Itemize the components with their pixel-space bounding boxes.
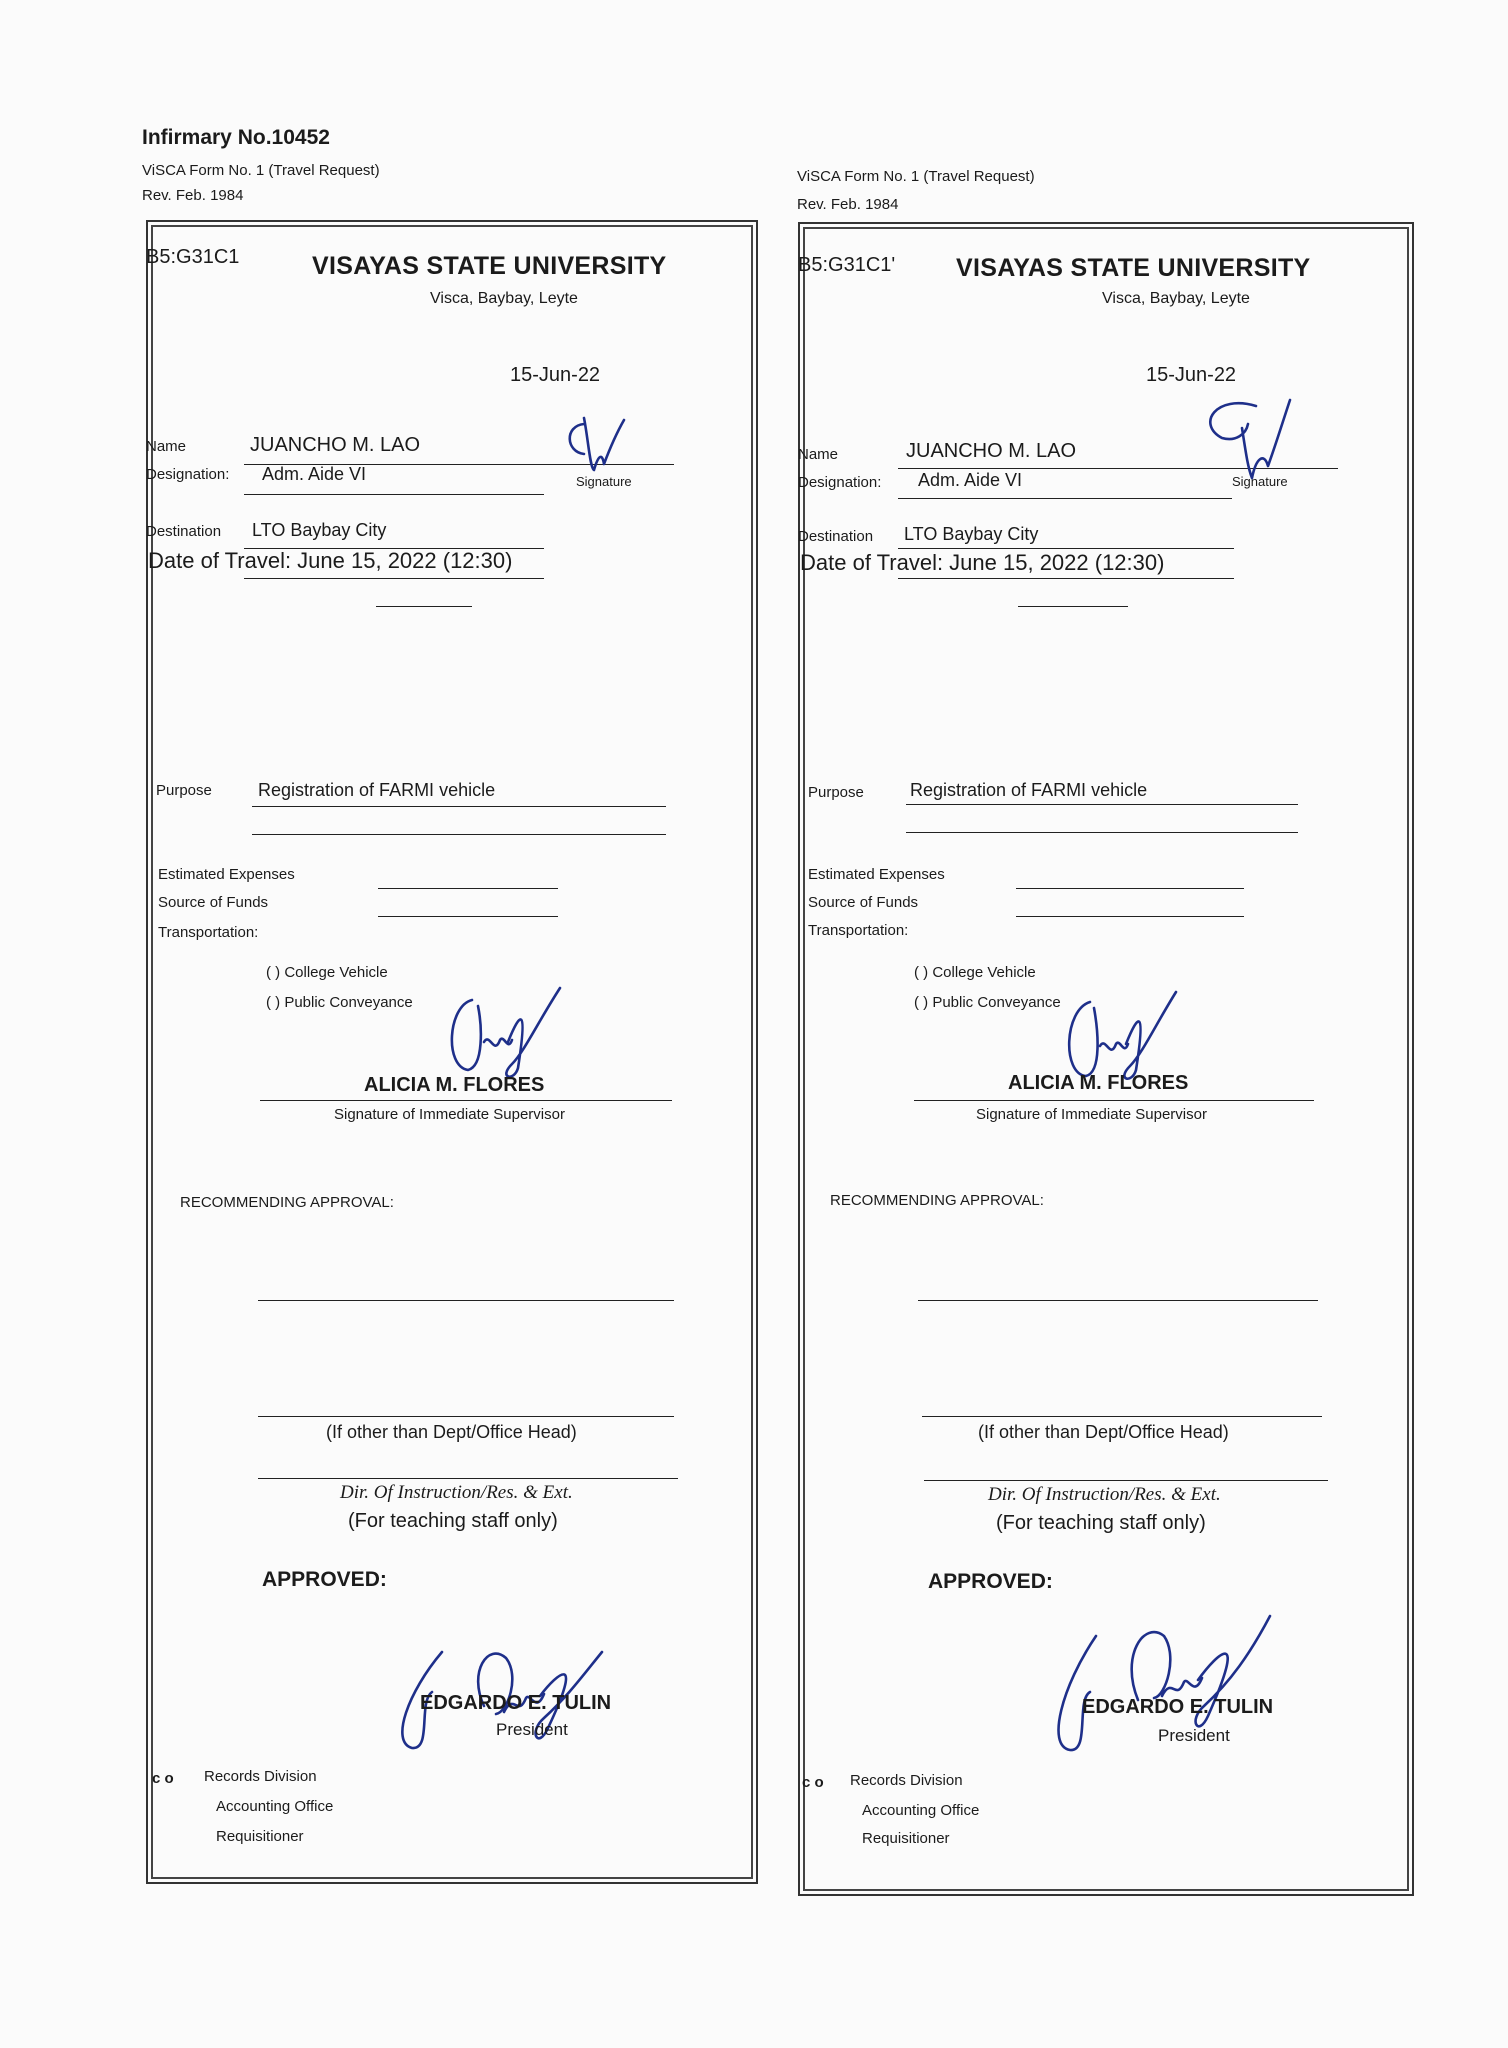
destination-label: Destination xyxy=(146,523,222,540)
other-head-caption: (If other than Dept/Office Head) xyxy=(978,1422,1229,1442)
destination-label: Destination xyxy=(798,528,874,545)
cc-requisitioner: Requisitioner xyxy=(862,1830,950,1847)
cc-label: c o xyxy=(802,1774,824,1791)
public-conveyance-option[interactable]: ( ) Public Conveyance xyxy=(914,994,1061,1011)
requester-signature xyxy=(554,408,644,478)
travel-date: Date of Travel: June 15, 2022 (12:30) xyxy=(800,550,1165,575)
university-name: VISAYAS STATE UNIVERSITY xyxy=(956,254,1311,282)
destination-value: LTO Baybay City xyxy=(252,520,387,540)
university-location: Visca, Baybay, Leyte xyxy=(430,290,578,307)
travel-request-form-original xyxy=(146,220,758,1884)
college-vehicle-option[interactable]: ( ) College Vehicle xyxy=(266,964,388,981)
name-label: Name xyxy=(146,438,187,455)
transportation-label: Transportation: xyxy=(158,924,259,941)
teaching-staff-caption: (For teaching staff only) xyxy=(348,1510,558,1532)
college-vehicle-option[interactable]: ( ) College Vehicle xyxy=(914,964,1036,981)
transportation-label: Transportation: xyxy=(808,922,909,939)
requester-designation: Adm. Aide VI xyxy=(262,464,367,484)
estimated-expenses-label: Estimated Expenses xyxy=(808,866,945,883)
purpose-label: Purpose xyxy=(808,784,864,801)
purpose-value: Registration of FARMI vehicle xyxy=(258,780,496,800)
recommending-approval-label: RECOMMENDING APPROVAL: xyxy=(180,1194,394,1211)
cc-requisitioner: Requisitioner xyxy=(216,1828,304,1845)
form-code: B5:G31C1 xyxy=(146,246,240,268)
requester-designation: Adm. Aide VI xyxy=(918,470,1023,490)
signature-label: Signature xyxy=(576,474,632,489)
recommending-approval-label: RECOMMENDING APPROVAL: xyxy=(830,1192,1044,1209)
infirmary-number: Infirmary No.10452 xyxy=(142,126,330,149)
designation-label: Designation: xyxy=(798,474,882,491)
approved-label: APPROVED: xyxy=(262,1568,387,1591)
form-code: B5:G31C1' xyxy=(798,254,896,276)
teaching-staff-caption: (For teaching staff only) xyxy=(996,1512,1206,1534)
supervisor-name: ALICIA M. FLORES xyxy=(1008,1072,1189,1094)
president-title: President xyxy=(496,1720,568,1739)
requester-name: JUANCHO M. LAO xyxy=(250,434,421,456)
public-conveyance-option[interactable]: ( ) Public Conveyance xyxy=(266,994,413,1011)
travel-date: Date of Travel: June 15, 2022 (12:30) xyxy=(148,548,513,573)
requester-name: JUANCHO M. LAO xyxy=(906,440,1077,462)
name-label: Name xyxy=(798,446,839,463)
destination-value: LTO Baybay City xyxy=(904,524,1039,544)
cc-records-division: Records Division xyxy=(850,1772,963,1789)
source-of-funds-label: Source of Funds xyxy=(158,894,269,911)
purpose-value: Registration of FARMI vehicle xyxy=(910,780,1148,800)
cc-records-division: Records Division xyxy=(204,1768,317,1785)
form-number: ViSCA Form No. 1 (Travel Request) xyxy=(142,162,380,179)
approved-label: APPROVED: xyxy=(928,1570,1053,1593)
request-date: 15-Jun-22 xyxy=(1146,364,1237,386)
supervisor-caption: Signature of Immediate Supervisor xyxy=(334,1106,565,1123)
purpose-label: Purpose xyxy=(156,782,212,799)
request-date: 15-Jun-22 xyxy=(510,364,601,386)
requester-signature xyxy=(1186,384,1296,494)
university-location: Visca, Baybay, Leyte xyxy=(1102,290,1250,307)
cc-label: c o xyxy=(152,1770,174,1787)
signature-label: Signature xyxy=(1232,474,1288,489)
president-title: President xyxy=(1158,1726,1230,1745)
president-name: EDGARDO E. TULIN xyxy=(1082,1696,1274,1718)
travel-request-form-copy xyxy=(798,222,1414,1896)
cc-accounting-office: Accounting Office xyxy=(216,1798,334,1815)
supervisor-caption: Signature of Immediate Supervisor xyxy=(976,1106,1207,1123)
other-head-caption: (If other than Dept/Office Head) xyxy=(326,1422,577,1442)
form-number-copy: ViSCA Form No. 1 (Travel Request) xyxy=(797,168,1035,185)
supervisor-name: ALICIA M. FLORES xyxy=(364,1074,545,1096)
director-caption: Dir. Of Instruction/Res. & Ext. xyxy=(988,1484,1221,1505)
cc-accounting-office: Accounting Office xyxy=(862,1802,980,1819)
form-revision: Rev. Feb. 1984 xyxy=(142,187,244,204)
estimated-expenses-label: Estimated Expenses xyxy=(158,866,295,883)
university-name: VISAYAS STATE UNIVERSITY xyxy=(312,252,667,280)
director-caption: Dir. Of Instruction/Res. & Ext. xyxy=(340,1482,573,1503)
source-of-funds-label: Source of Funds xyxy=(808,894,919,911)
president-name: EDGARDO E. TULIN xyxy=(420,1692,612,1714)
designation-label: Designation: xyxy=(146,466,230,483)
form-revision-copy: Rev. Feb. 1984 xyxy=(797,196,899,213)
